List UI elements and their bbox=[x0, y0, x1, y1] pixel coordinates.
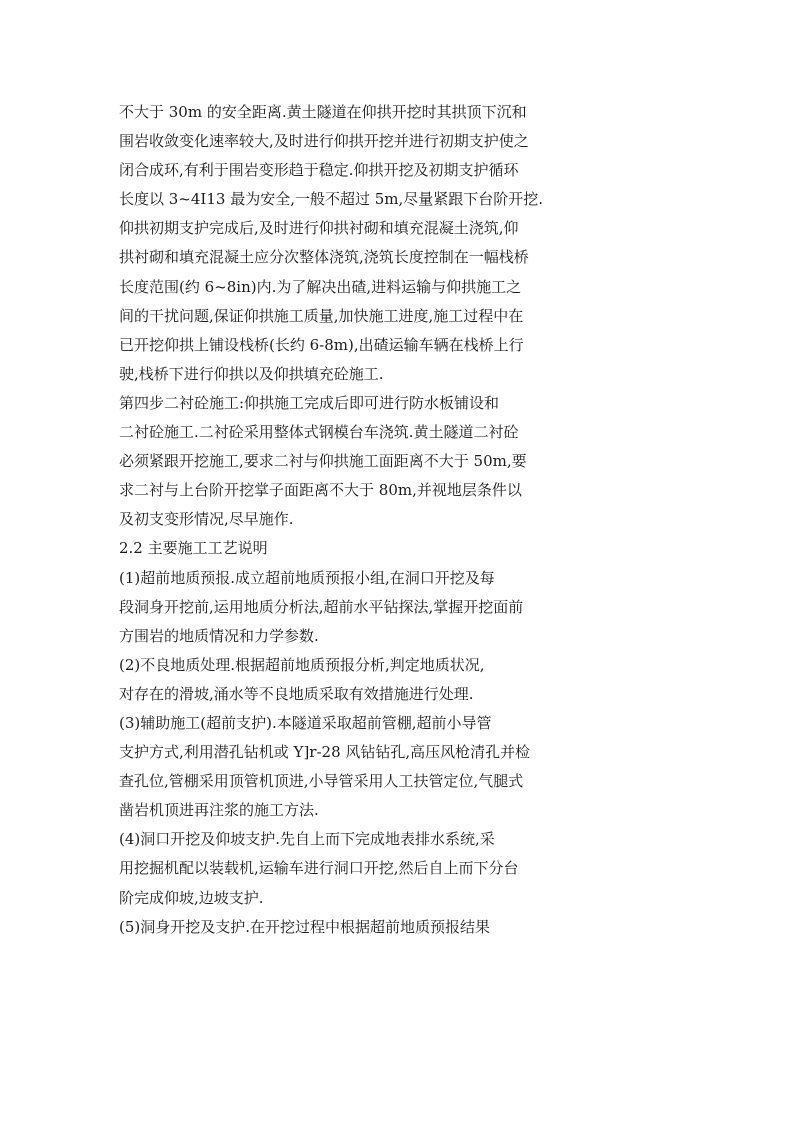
text-line: 求二衬与上台阶开挖掌子面距离不大于 80m,并视地层条件以 bbox=[119, 481, 522, 500]
section-heading: 2.2 主要施工工艺说明 bbox=[119, 539, 268, 558]
text-line: 必须紧跟开挖施工,要求二衬与仰拱施工面距离不大于 50m,要 bbox=[119, 452, 527, 471]
text-line: 阶完成仰坡,边坡支护. bbox=[119, 888, 264, 907]
text-line: 方围岩的地质情况和力学参数. bbox=[119, 626, 319, 645]
text-line: 仰拱初期支护完成后,及时进行仰拱衬砌和填充混凝土浇筑,仰 bbox=[119, 219, 519, 238]
text-line: 长度范围(约 6~8in)内.为了解决出碴,进料运输与仰拱施工之 bbox=[119, 277, 522, 296]
text-line: 查孔位,管棚采用顶管机顶进,小导管采用人工扶管定位,气腿式 bbox=[119, 772, 524, 791]
text-line: 间的干扰问题,保证仰拱施工质量,加快施工进度,施工过程中在 bbox=[119, 306, 524, 325]
text-line: 对存在的滑坡,涌水等不良地质采取有效措施进行处理. bbox=[119, 684, 474, 703]
text-line: 不大于 30m 的安全距离.黄土隧道在仰拱开挖时其拱顶下沉和 bbox=[119, 103, 527, 121]
text-line: 闭合成环,有利于围岩变形趋于稳定.仰拱开挖及初期支护循环 bbox=[119, 161, 519, 180]
text-line: 二衬砼施工.二衬砼采用整体式钢模台车浇筑.黄土隧道二衬砼 bbox=[119, 423, 519, 442]
text-line: (4)洞口开挖及仰坡支护.先自上而下完成地表排水系统,采 bbox=[119, 830, 495, 849]
text-line: 及初支变形情况,尽早施作. bbox=[119, 510, 294, 529]
text-line: (5)洞身开挖及支护.在开挖过程中根据超前地质预报结果 bbox=[119, 917, 491, 936]
text-line: 凿岩机顶进再注浆的施工方法. bbox=[119, 801, 319, 820]
text-line: (3)辅助施工(超前支护).本隧道采取超前管棚,超前小导管 bbox=[119, 713, 492, 732]
text-line: 第四步二衬砼施工:仰拱施工完成后即可进行防水板铺设和 bbox=[119, 393, 500, 412]
text-line: 已开挖仰拱上铺设栈桥(长约 6-8m),出碴运输车辆在栈桥上行 bbox=[119, 335, 524, 354]
text-line: (1)超前地质预报.成立超前地质预报小组,在洞口开挖及每 bbox=[119, 568, 495, 587]
text-line: (2)不良地质处理.根据超前地质预报分析,判定地质状况, bbox=[119, 655, 485, 674]
body-text bbox=[119, 98, 579, 942]
text-line: 段洞身开挖前,运用地质分析法,超前水平钻探法,掌握开挖面前 bbox=[119, 597, 524, 616]
text-line: 用挖掘机配以装载机,运输车进行洞口开挖,然后自上而下分台 bbox=[119, 859, 519, 878]
text-line: 驶,栈桥下进行仰拱以及仰拱填充砼施工. bbox=[119, 364, 384, 383]
text-line: 支护方式,利用潜孔钻机或 Y]r-28 风钻钻孔,高压风枪清孔并检 bbox=[119, 743, 531, 762]
text-line: 长度以 3~4I13 最为安全,一般不超过 5m,尽量紧跟下台阶开挖. bbox=[119, 190, 544, 209]
text-line: 拱衬砌和填充混凝土应分次整体浇筑,浇筑长度控制在一幅栈桥 bbox=[119, 248, 529, 267]
text-line: 围岩收敛变化速率较大,及时进行仰拱开挖并进行初期支护使之 bbox=[119, 132, 529, 151]
